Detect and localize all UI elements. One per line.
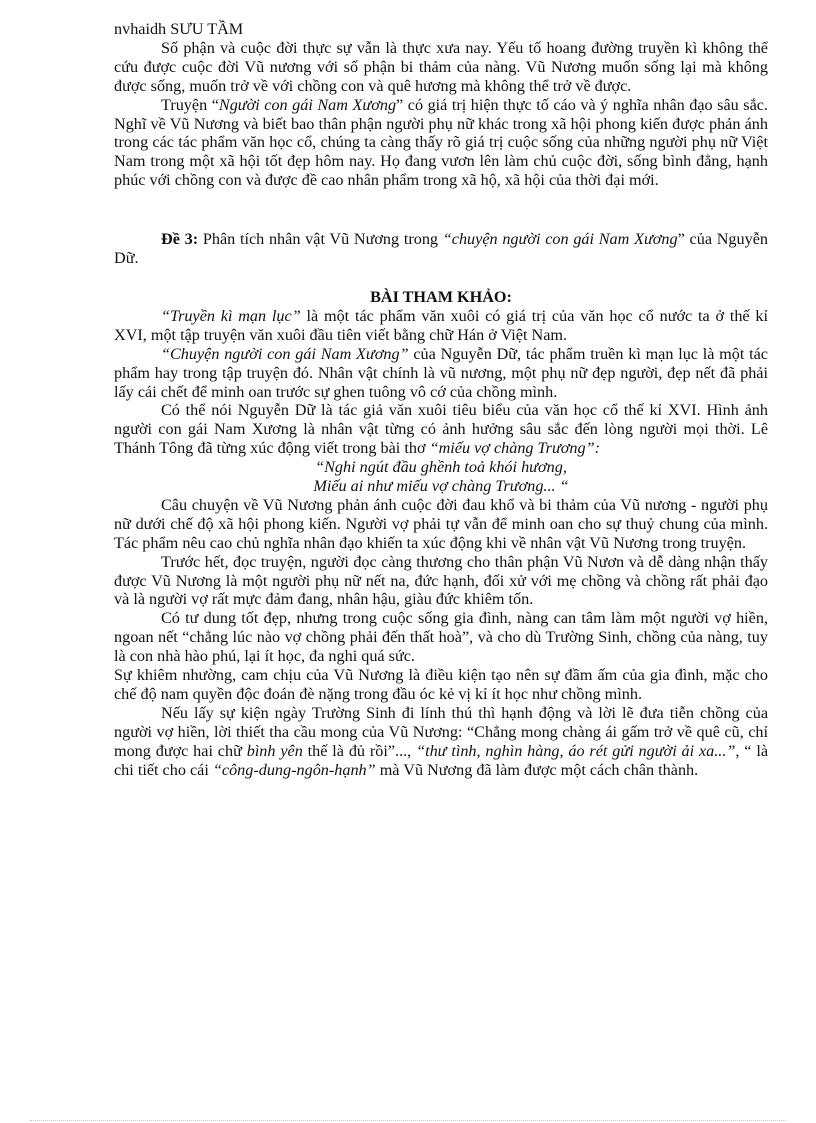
page-header: nvhaidh SƯU TẦM [114,20,244,38]
paragraph-conclusion-1: Số phận và cuộc đời thực sự vẫn là thực xưa nay. Yếu tố hoang đường truyền kì không thể cứu được cuộc đời Vũ nương với số phận bi thảm của nàng. Vũ Nương muốn sống lại mà không được sống, muốn trở về với chồng con và quê hương mà không thể trở về được. [114,38,768,95]
topic-label: Đề 3: [161,230,199,249]
paragraph-intro-3: Có thể nói Nguyễn Dữ là tác giả văn xuôi tiêu biểu của văn học cổ thế kỉ XVI. Hình ảnh người con gái Nam Xương là nhân vật từng có ảnh hưởng sâu sắc đến lòng người mọi thời. Lê Thánh Tông đã từng xúc động viết trong bài thơ “miếu vợ chàng Trương”: [114,401,768,458]
document-page [114,20,768,780]
paragraph-body-2: Trước hết, đọc truyện, người đọc càng thương cho thân phận Vũ Nươn và dễ dàng nhận thấy được Vũ Nương là một người phụ nữ nết na, đức hạnh, đối xử với mẹ chồng và chồng rất phải đạo và là người vợ rất mực đảm đang, nhân hậu, giàu đức khiêm tốn. [114,552,768,609]
paragraph-intro-1: “Truyền kì mạn lục” là một tác phẩm văn xuôi có giá trị của văn học cổ nước ta ở thế kỉ XVI, một tập truyện văn xuôi đầu tiên viết bằng chữ Hán ở Việt Nam. [114,306,769,344]
page-bottom-divider [30,1120,786,1121]
paragraph-body-5: Nếu lấy sự kiện ngày Trường Sinh đi lính thú thì hạnh động và lời lẽ đưa tiễn chồng của người vợ hiền, lời thiết tha cầu mong của Vũ Nương: “Chẳng mong chàng ái gấm trở về quê cũ, chỉ mong được hai chữ bình yên thế là đủ rồi”..., “thư tình, nghìn hàng, áo rét gửi người ải xa...”, “ là chi tiết cho cái “công-dung-ngôn-hạnh” mà Vũ Nương đã làm được một cách chân thành. [114,703,769,779]
paragraph-conclusion-2: Truyện “Người con gái Nam Xương” có giá trị hiện thực tố cáo và ý nghĩa nhân đạo sâu sắc. Nghĩ về Vũ Nương và biết bao thân phận người phụ nữ khác trong xã hội phong kiến được phản ánh trong các tác phẩm văn học cổ, chúng ta càng thấy rõ giá trị cuộc sống của những người phụ nữ Việt Nam trong một xã hội tốt đẹp hôm nay. Họ đang vươn lên làm chủ cuộc đời, sống bình đẳng, hạnh phúc với chồng con và được đề cao nhân phẩm trong xã hộ, xã hội của thời đại mới. [114,95,768,190]
paragraph-body-4: Sự khiêm nhường, cam chịu của Vũ Nương là điều kiện tạo nên sự đầm ấm của gia đình, mặc cho chế độ nam quyền độc đoán đè nặng trong đầu óc kẻ vị kỉ ít học như chồng mình. [114,666,768,703]
work-title: Người con gái Nam Xương [218,95,397,114]
poem-line-2: Miếu ai như miếu vợ chàng Trương... “ [313,477,569,496]
paragraph-body-1: Câu chuyện về Vũ Nương phản ánh cuộc đời đau khổ và bi thảm của Vũ nương - người phụ nữ dưới chế độ xã hội phong kiến. Người vợ phải tự vẫn để minh oan cho sự thuỷ chung của mình. Tác phẩm nêu cao chủ nghĩa nhân đạo khiến ta xúc động khi về nhân vật Vũ Nương trong truyện. [114,495,768,552]
paragraph-intro-2: “Chuyện người con gái Nam Xương” của Nguyễn Dữ, tác phẩm truền kì mạn lục là một tác phẩm hay trong tập truyện đó. Nhân vật chính là vũ nương, một phụ nữ đẹp người, đẹp nết đã phải lấy cái chết để minh oan trước sự ghen tuông vô cớ của chồng mình. [114,344,768,401]
section-title: BÀI THAM KHẢO: [370,287,512,306]
topic-3: Đề 3: Phân tích nhân vật Vũ Nương trong “chuyện người con gái Nam Xương” của Nguyễn Dữ. [114,230,768,268]
poem-line-1: “Nghi ngút đầu ghềnh toả khói hương, [315,458,567,477]
paragraph-body-3: Có tư dung tốt đẹp, nhưng trong cuộc sống gia đình, nàng can tâm làm một người vợ hiền, ngoan nết “chẳng lúc nào vợ chồng phải đến thất hoà”, và cho dù Trường Sinh, chồng của nàng, tuy là con nhà hào phú, lại ít học, đa nghi quá sức. [114,609,768,666]
